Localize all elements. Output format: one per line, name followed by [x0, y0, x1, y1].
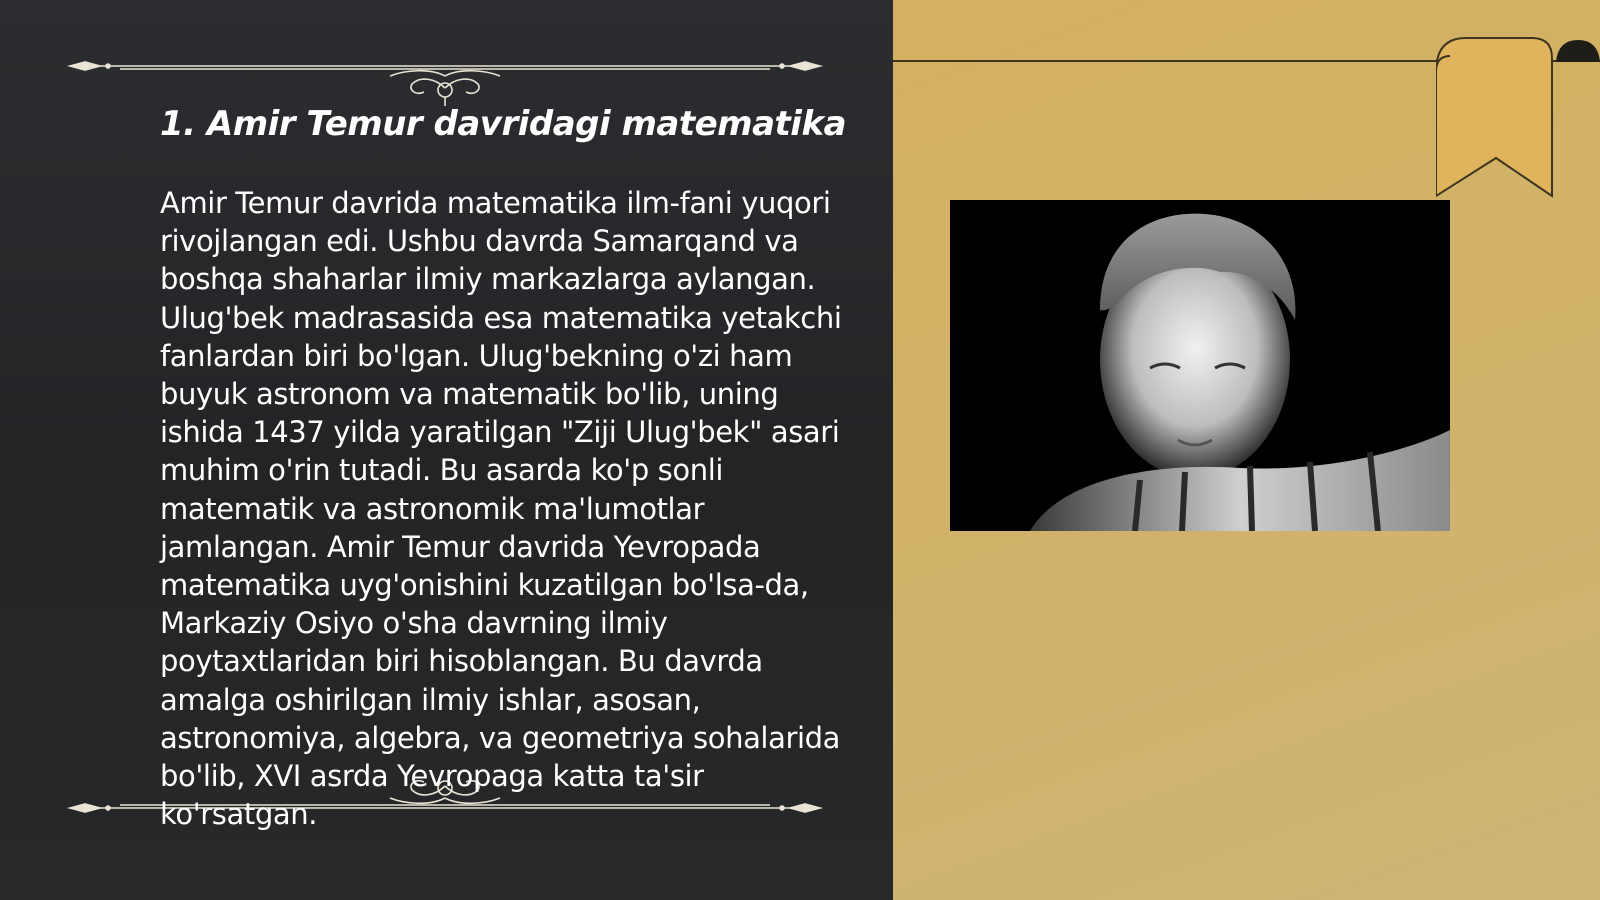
- slide-title: 1. Amir Temur davridagi matematika: [160, 104, 847, 144]
- child-portrait-image: [950, 200, 1450, 531]
- photo-image: [950, 200, 1450, 531]
- top-ornament-icon: [60, 46, 830, 106]
- slide-body-text: Amir Temur davrida matematika ilm-fani yuqori rivojlangan edi. Ushbu davrda Samarqand va boshqa shaharlar ilmiy markazlarga aylangan. Ulug'bek madrasasida esa matematika yetakchi fanlardan biri bo'lgan. Ulug'bekning o'zi ham buyuk astronom va matematik bo'lib, uning ishida 1437 yilda yaratilgan "Ziji Ulug'bek" asari muhim o'rin tutadi. Bu asarda ko'p sonli matematik va astronomik ma'lumotlar jamlangan. Amir Temur davrida Yevropada matematika uyg'onishini kuzatilgan bo'lsa-da, Markaziy Osiyo o'sha davrning ilmiy poytaxtlaridan biri hisoblangan. Bu davrda amalga oshirilgan ilmiy ishlar, asosan, astronomiya, algebra, va geometriya sohalarida bo'lib, XVI asrda Yevropaga katta ta'sir ko'rsatgan.: [160, 186, 842, 832]
- bookmark-ribbon-icon: [1436, 36, 1600, 198]
- top-divider-line: [893, 60, 1438, 62]
